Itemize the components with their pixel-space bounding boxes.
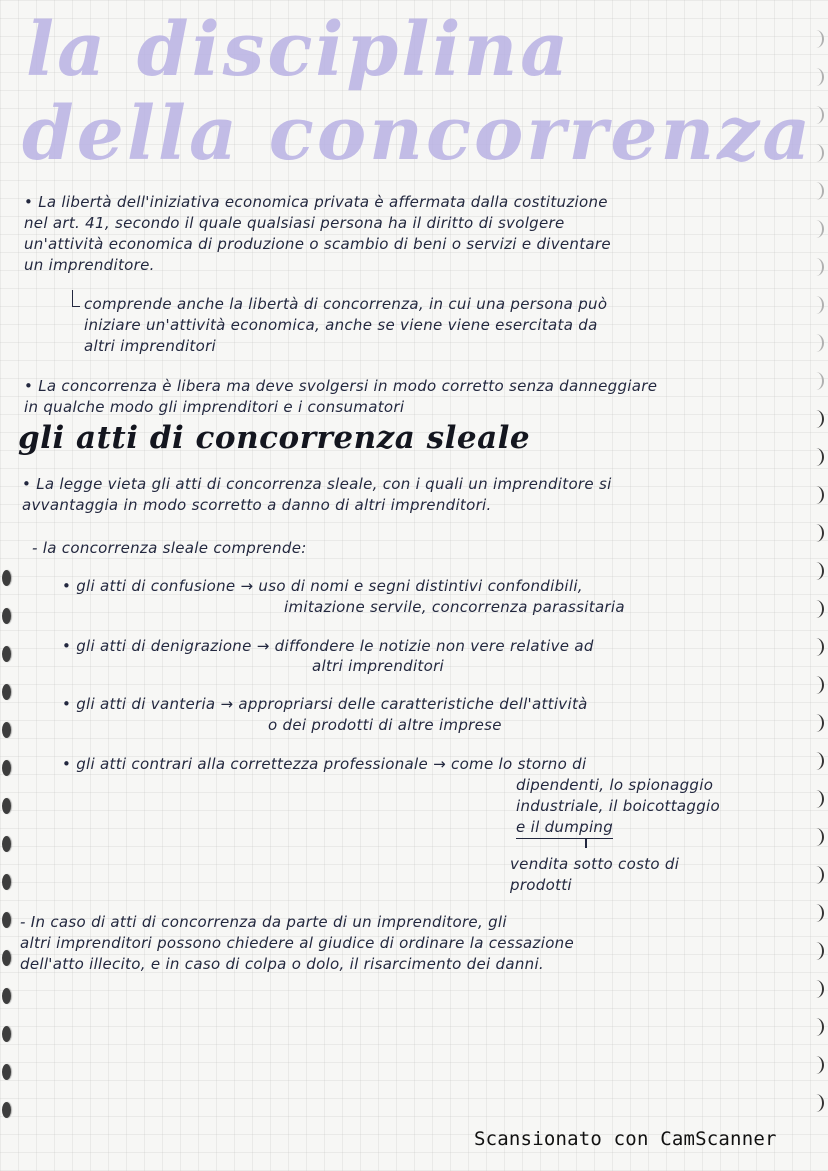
paragraph-concorrenza-sub bbox=[84, 294, 607, 357]
spiral-ring bbox=[808, 714, 824, 732]
spiral-ring bbox=[808, 296, 824, 314]
spiral-ring bbox=[808, 752, 824, 770]
spiral-ring bbox=[808, 182, 824, 200]
binding-hole bbox=[2, 1026, 11, 1042]
list-item-continuation: dipendenti, lo spionaggio bbox=[516, 776, 714, 794]
spiral-ring bbox=[808, 904, 824, 922]
spiral-ring bbox=[808, 942, 824, 960]
binding-hole bbox=[2, 798, 11, 814]
spiral-ring bbox=[808, 1018, 824, 1036]
list-item: • gli atti di confusione → uso di nomi e segni distintivi confondibili, bbox=[62, 577, 583, 595]
spiral-ring bbox=[808, 676, 824, 694]
text-line: prodotti bbox=[510, 876, 572, 894]
text-line: iniziare un'attività economica, anche se viene viene esercitata da bbox=[84, 316, 598, 334]
pointer-line-icon bbox=[585, 838, 587, 848]
text-line: in qualche modo gli imprenditori e i consumatori bbox=[24, 398, 405, 416]
title-line-1: la disciplina bbox=[26, 7, 572, 93]
list-item-continuation: altri imprenditori bbox=[312, 657, 445, 675]
spiral-ring bbox=[808, 68, 824, 86]
binding-hole bbox=[2, 570, 11, 586]
spiral-ring bbox=[808, 30, 824, 48]
spiral-ring bbox=[808, 524, 824, 542]
binding-hole bbox=[2, 912, 11, 928]
binding-hole bbox=[2, 836, 11, 852]
dumping-term: e il dumping bbox=[516, 817, 613, 839]
list-item-continuation: industriale, il boicottaggio bbox=[516, 797, 720, 815]
list-item: • gli atti di denigrazione → diffondere le notizie non vere relative ad bbox=[62, 637, 594, 655]
spiral-ring bbox=[808, 334, 824, 352]
binding-hole bbox=[2, 874, 11, 890]
spiral-ring bbox=[808, 372, 824, 390]
text-line: comprende anche la libertà di concorrenza, in cui una persona può bbox=[84, 295, 608, 313]
binding-hole bbox=[2, 608, 11, 624]
spiral-ring bbox=[808, 486, 824, 504]
text-line: - In caso di atti di concorrenza da parte di un imprenditore, gli bbox=[20, 913, 507, 931]
spiral-ring bbox=[808, 866, 824, 884]
list-intro: - la concorrenza sleale comprende: bbox=[32, 539, 307, 557]
spiral-ring bbox=[808, 258, 824, 276]
spiral-ring bbox=[808, 1094, 824, 1112]
list-item: • gli atti di vanteria → appropriarsi delle caratteristiche dell'attività bbox=[62, 695, 588, 713]
section-heading: gli atti di concorrenza sleale bbox=[18, 420, 531, 456]
paragraph-concorrenza-libera bbox=[24, 376, 657, 418]
binding-hole bbox=[2, 988, 11, 1004]
spiral-ring bbox=[808, 220, 824, 238]
spiral-ring bbox=[808, 980, 824, 998]
text-line: • La legge vieta gli atti di concorrenza sleale, con i quali un imprenditore si bbox=[22, 475, 612, 493]
paragraph-closing bbox=[20, 912, 574, 975]
spiral-ring bbox=[808, 600, 824, 618]
paragraph-liberta bbox=[24, 192, 611, 276]
title-line-2: della concorrenza bbox=[22, 91, 814, 177]
spiral-ring bbox=[808, 638, 824, 656]
spiral-ring bbox=[808, 448, 824, 466]
text-line: nel art. 41, secondo il quale qualsiasi persona ha il diritto di svolgere bbox=[24, 214, 565, 232]
spiral-ring bbox=[808, 828, 824, 846]
binding-hole bbox=[2, 1064, 11, 1080]
spiral-ring bbox=[808, 1056, 824, 1074]
binding-hole bbox=[2, 950, 11, 966]
text-line: altri imprenditori bbox=[84, 337, 217, 355]
scanner-watermark: Scansionato con CamScanner bbox=[474, 1128, 777, 1150]
text-line: vendita sotto costo di bbox=[510, 855, 680, 873]
text-line: dell'atto illecito, e in caso di colpa o dolo, il risarcimento dei danni. bbox=[20, 955, 544, 973]
dumping-note bbox=[510, 854, 679, 896]
binding-hole bbox=[2, 684, 11, 700]
binding-hole bbox=[2, 1102, 11, 1118]
binding-hole bbox=[2, 646, 11, 662]
spiral-ring bbox=[808, 562, 824, 580]
text-line: altri imprenditori possono chiedere al giudice di ordinare la cessazione bbox=[20, 934, 575, 952]
text-line: avvantaggia in modo scorretto a danno di altri imprenditori. bbox=[22, 496, 492, 514]
sub-arrow-icon bbox=[72, 290, 80, 307]
text-line: • La libertà dell'iniziativa economica privata è affermata dalla costituzione bbox=[24, 193, 608, 211]
list-item-continuation: o dei prodotti di altre imprese bbox=[268, 716, 502, 734]
binding-hole bbox=[2, 722, 11, 738]
list-item-continuation: imitazione servile, concorrenza parassitaria bbox=[284, 598, 625, 616]
binding-hole bbox=[2, 760, 11, 776]
text-line: un'attività economica di produzione o scambio di beni o servizi e diventare bbox=[24, 235, 611, 253]
paragraph-legge bbox=[22, 474, 612, 516]
text-line: un imprenditore. bbox=[24, 256, 155, 274]
list-item: • gli atti contrari alla correttezza professionale → come lo storno di bbox=[62, 755, 587, 773]
spiral-ring bbox=[808, 410, 824, 428]
text-line: • La concorrenza è libera ma deve svolgersi in modo corretto senza danneggiare bbox=[24, 377, 658, 395]
spiral-ring bbox=[808, 790, 824, 808]
